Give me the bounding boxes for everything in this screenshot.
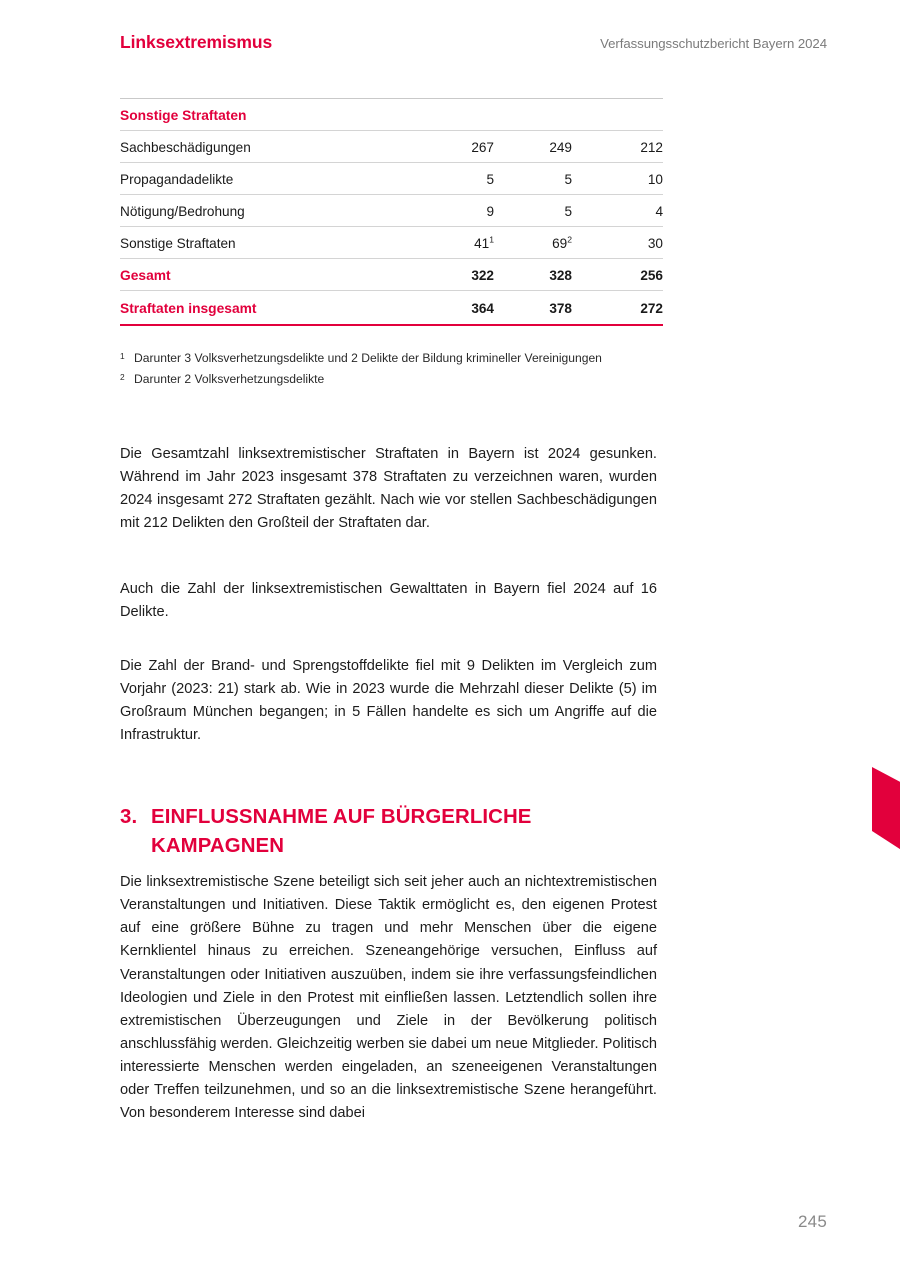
- footnote-marker: 1: [120, 351, 125, 361]
- chapter-edge-marker: [860, 763, 900, 853]
- body-paragraph-block-1: [120, 443, 657, 536]
- body-paragraph: Die Zahl der Brand- und Sprengstoffdelikte fiel mit 9 Delikten im Vergleich zum Vorjahr (2023: 21) stark ab. Wie in 2023 wurde die Mehrzahl dieser Delikte (5) im Großraum München begangen; in 5 Fällen handelte es sich um Angriffe auf die Infrastruktur.: [120, 658, 657, 744]
- row-label: Sonstige Straftaten: [120, 227, 416, 259]
- grand-total-value-col2: 378: [494, 291, 572, 323]
- footnote-text: Darunter 2 Volksverhetzungsdelikte: [134, 371, 325, 386]
- row-label: Nötigung/Bedrohung: [120, 195, 416, 227]
- running-header-chapter-title: Linksextremismus: [120, 32, 273, 52]
- body-paragraph-block-2: [120, 578, 657, 624]
- footnote-ref-2: 2: [567, 234, 572, 245]
- total-value-col1: 322: [416, 259, 494, 291]
- body-paragraph: Die linksextremistische Szene beteiligt sich seit jeher auch an nichtextremistischen Veranstaltungen und Initiativen. Diese Taktik ermöglicht es, den eigenen Protest auf eine größere Bühne zu tragen und mehr Menschen über die eigene Kernklientel hinaus zu erreichen. Szeneangehörige versuchen, Einfluss auf Veranstaltungen oder Initiativen auszuüben, indem sie ihre verfassungsfeindlichen Ideologien und Ziele in den Protest mit einfließen lassen. Letztendlich sollen ihre extremistischen Überzeugungen und Ziele in der Bevölkerung politisch anschlussfähig werden. Gleichzeitig werben sie dabei um neue Mitglieder. Politisch interessierte Menschen werden eingeladen, an szeneeigenen Veranstaltungen oder Treffen teilzunehmen, und so an die linksextremistische Szene herangeführt. Von besonderem Interesse sind dabei: [120, 874, 657, 1122]
- row-value-col2: 5: [494, 163, 572, 195]
- section-title: EINFLUSSNAHME AUF BÜRGERLICHE KAMPAGNEN: [151, 805, 532, 857]
- row-value-col1-number: 41: [474, 236, 490, 251]
- row-value-col1: 9: [416, 195, 494, 227]
- total-value-col2: 328: [494, 259, 572, 291]
- table-subheader-col2: [494, 99, 572, 131]
- body-paragraph-block-4: [120, 871, 657, 1125]
- table-subheader-row: [120, 99, 663, 131]
- total-label: Gesamt: [120, 259, 416, 291]
- footnote-text: Darunter 3 Volksverhetzungsdelikte und 2 Delikte der Bildung krimineller Vereinigungen: [134, 351, 602, 365]
- table-total-row: [120, 259, 663, 291]
- running-header-report-title: Verfassungsschutzbericht Bayern 2024: [600, 36, 827, 51]
- row-value-col1: 267: [416, 131, 494, 163]
- total-value-col3: 256: [572, 259, 663, 291]
- table-grand-total-row: [120, 291, 663, 323]
- row-value-col1: 5: [416, 163, 494, 195]
- footnote-list: [120, 349, 680, 390]
- row-value-col3: 212: [572, 131, 663, 163]
- page-number: 245: [798, 1212, 827, 1231]
- grand-total-value-col3: 272: [572, 291, 663, 323]
- grand-total-label: Straftaten insgesamt: [120, 291, 416, 323]
- table-row: [120, 163, 663, 195]
- body-paragraph: Auch die Zahl der linksextremistischen Gewalttaten in Bayern fiel 2024 auf 16 Delikte.: [120, 581, 657, 621]
- offence-statistics-table: [120, 98, 663, 323]
- row-value-col2: 249: [494, 131, 572, 163]
- footnote-item: [120, 370, 680, 390]
- row-label: Propagandadelikte: [120, 163, 416, 195]
- table-subheader-label: Sonstige Straftaten: [120, 99, 416, 131]
- table-subheader-col3: [572, 99, 663, 131]
- footnote-item: [120, 349, 680, 369]
- section-number: 3.: [120, 805, 138, 828]
- table-row: [120, 195, 663, 227]
- row-value-col2-number: 69: [552, 236, 568, 251]
- row-value-col1: [416, 227, 494, 259]
- table-subheader-col1: [416, 99, 494, 131]
- table-bottom-rule: [120, 324, 663, 326]
- footnote-ref-1: 1: [489, 234, 494, 245]
- parallelogram-icon: [860, 763, 900, 853]
- footnote-marker: 2: [120, 371, 125, 382]
- row-value-col3: 30: [572, 227, 663, 259]
- section-heading: [120, 803, 665, 861]
- running-header: [120, 32, 827, 60]
- body-paragraph: Die Gesamtzahl linksextremistischer Straftaten in Bayern ist 2024 gesunken. Während im Jahr 2023 insgesamt 378 Straftaten zu verzeichnen waren, wurden 2024 insgesamt 272 Straftaten gezählt. Nach wie vor stellen Sachbeschädigungen mit 212 Delikten den Großteil der Straftaten dar.: [120, 446, 657, 532]
- row-value-col2: 5: [494, 195, 572, 227]
- grand-total-value-col1: 364: [416, 291, 494, 323]
- body-paragraph-block-3: [120, 655, 657, 748]
- row-label: Sachbeschädigungen: [120, 131, 416, 163]
- row-value-col3: 10: [572, 163, 663, 195]
- table-row: [120, 131, 663, 163]
- row-value-col2: [494, 227, 572, 259]
- table-row: [120, 227, 663, 259]
- row-value-col3: 4: [572, 195, 663, 227]
